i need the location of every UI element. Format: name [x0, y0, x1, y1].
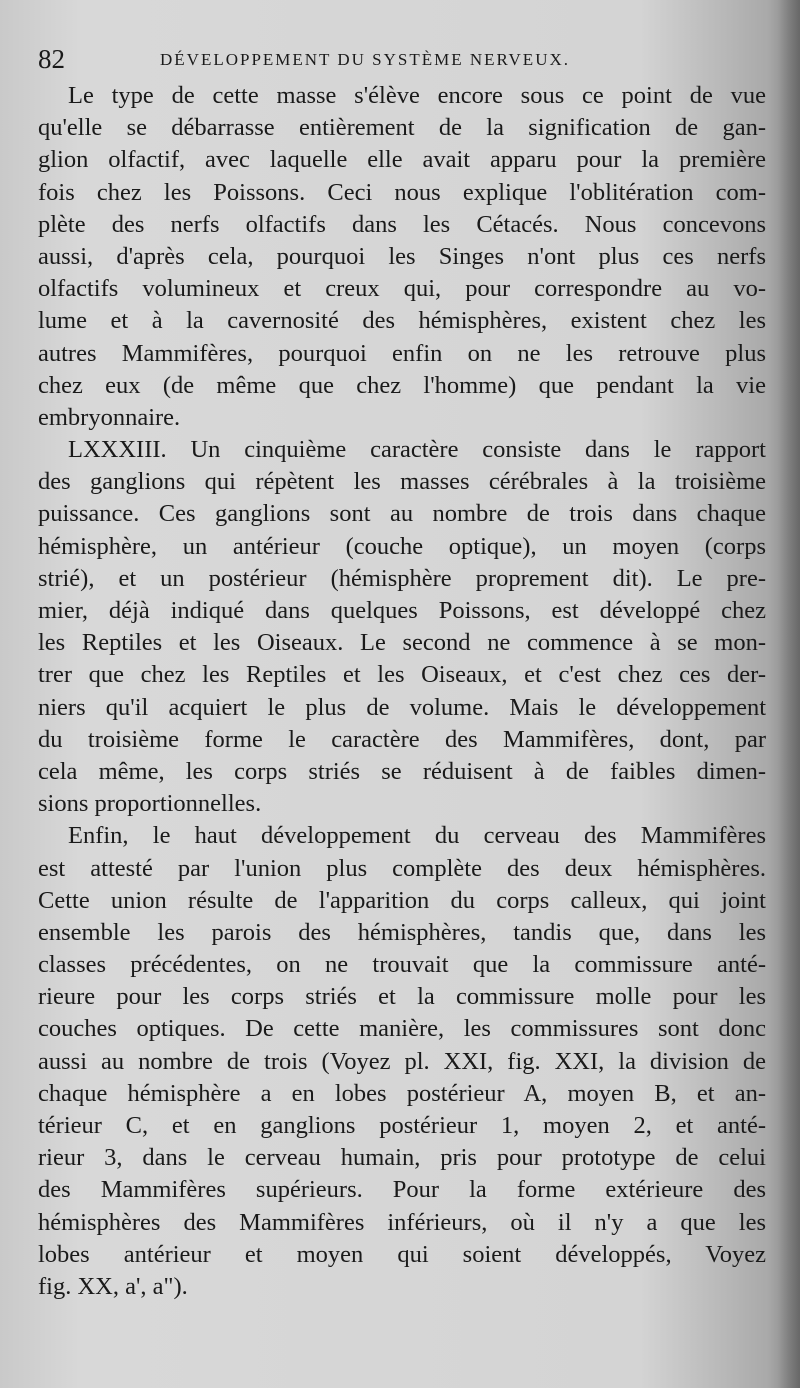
- text-line: olfactifs volumineux et creux qui, pour correspondre au vo-: [38, 275, 766, 303]
- text-line: glion olfactif, avec laquelle elle avait apparu pour la première: [38, 146, 766, 174]
- page-header: [38, 44, 718, 78]
- text-line: du troisième forme le caractère des Mammifères, dont, par: [38, 725, 766, 753]
- text-line: hémisphères des Mammifères inférieurs, où il n'y a que les: [38, 1208, 766, 1236]
- text-line: des ganglions qui répètent les masses cérébrales à la troisième: [38, 468, 766, 496]
- text-line: niers qu'il acquiert le plus de volume. Mais le développement: [38, 693, 766, 721]
- text-line: classes précédentes, on ne trouvait que la commissure anté-: [38, 951, 766, 979]
- text-line: fois chez les Poissons. Ceci nous explique l'oblitération com-: [38, 178, 766, 206]
- text-line: Cette union résulte de l'apparition du corps calleux, qui joint: [38, 886, 766, 914]
- text-line: rieure pour les corps striés et la commissure molle pour les: [38, 983, 766, 1011]
- text-line: lume et à la cavernosité des hémisphères, existent chez les: [38, 307, 766, 335]
- text-line: ensemble les parois des hémisphères, tandis que, dans les: [38, 918, 766, 946]
- body-text: [38, 80, 766, 1303]
- paragraph-1: [38, 80, 766, 434]
- text-line: les Reptiles et les Oiseaux. Le second ne commence à se mon-: [38, 629, 766, 657]
- text-line: est attesté par l'union plus complète des deux hémisphères.: [38, 854, 766, 882]
- text-line: rieur 3, dans le cerveau humain, pris pour prototype de celui: [38, 1144, 766, 1172]
- text-line: strié), et un postérieur (hémisphère proprement dit). Le pre-: [38, 564, 766, 592]
- page-gutter-shadow: [778, 0, 800, 1388]
- text-line: LXXXIII. Un cinquième caractère consiste dans le rapport: [68, 436, 766, 464]
- text-line: couches optiques. De cette manière, les commissures sont donc: [38, 1015, 766, 1043]
- text-line: térieur C, et en ganglions postérieur 1, moyen 2, et anté-: [38, 1112, 766, 1139]
- text-line: chez eux (de même que chez l'homme) que pendant la vie: [38, 371, 766, 399]
- text-line: cela même, les corps striés se réduisent à de faibles dimen-: [38, 757, 766, 785]
- text-line: lobes antérieur et moyen qui soient développés, Voyez: [38, 1240, 766, 1268]
- text-line: aussi, d'après cela, pourquoi les Singes n'ont plus ces nerfs: [38, 242, 766, 270]
- text-line: fig. XX, a', a").: [38, 1272, 188, 1300]
- text-line: aussi au nombre de trois (Voyez pl. XXI, fig. XXI, la division de: [38, 1047, 766, 1075]
- text-line: sions proportionnelles.: [38, 790, 262, 818]
- text-line: embryonnaire.: [38, 403, 181, 431]
- running-title: DÉVELOPPEMENT DU SYSTÈME NERVEUX.: [160, 50, 570, 69]
- text-line: mier, déjà indiqué dans quelques Poissons, est développé chez: [38, 597, 766, 624]
- text-line: plète des nerfs olfactifs dans les Cétacés. Nous concevons: [38, 210, 766, 238]
- text-line: des Mammifères supérieurs. Pour la forme extérieure des: [38, 1176, 766, 1204]
- text-line: puissance. Ces ganglions sont au nombre de trois dans chaque: [38, 500, 766, 528]
- paragraph-3: [38, 820, 766, 1303]
- text-line: Enfin, le haut développement du cerveau des Mammifères: [68, 822, 766, 850]
- text-line: trer que chez les Reptiles et les Oiseaux, et c'est chez ces der-: [38, 661, 766, 689]
- text-line: hémisphère, un antérieur (couche optique), un moyen (corps: [38, 532, 766, 560]
- paragraph-2: [38, 434, 766, 820]
- page-number: 82: [38, 44, 65, 74]
- text-line: qu'elle se débarrasse entièrement de la signification de gan-: [38, 114, 766, 142]
- text-line: autres Mammifères, pourquoi enfin on ne les retrouve plus: [38, 339, 766, 367]
- text-line: Le type de cette masse s'élève encore sous ce point de vue: [68, 82, 766, 109]
- text-line: chaque hémisphère a en lobes postérieur A, moyen B, et an-: [38, 1079, 766, 1107]
